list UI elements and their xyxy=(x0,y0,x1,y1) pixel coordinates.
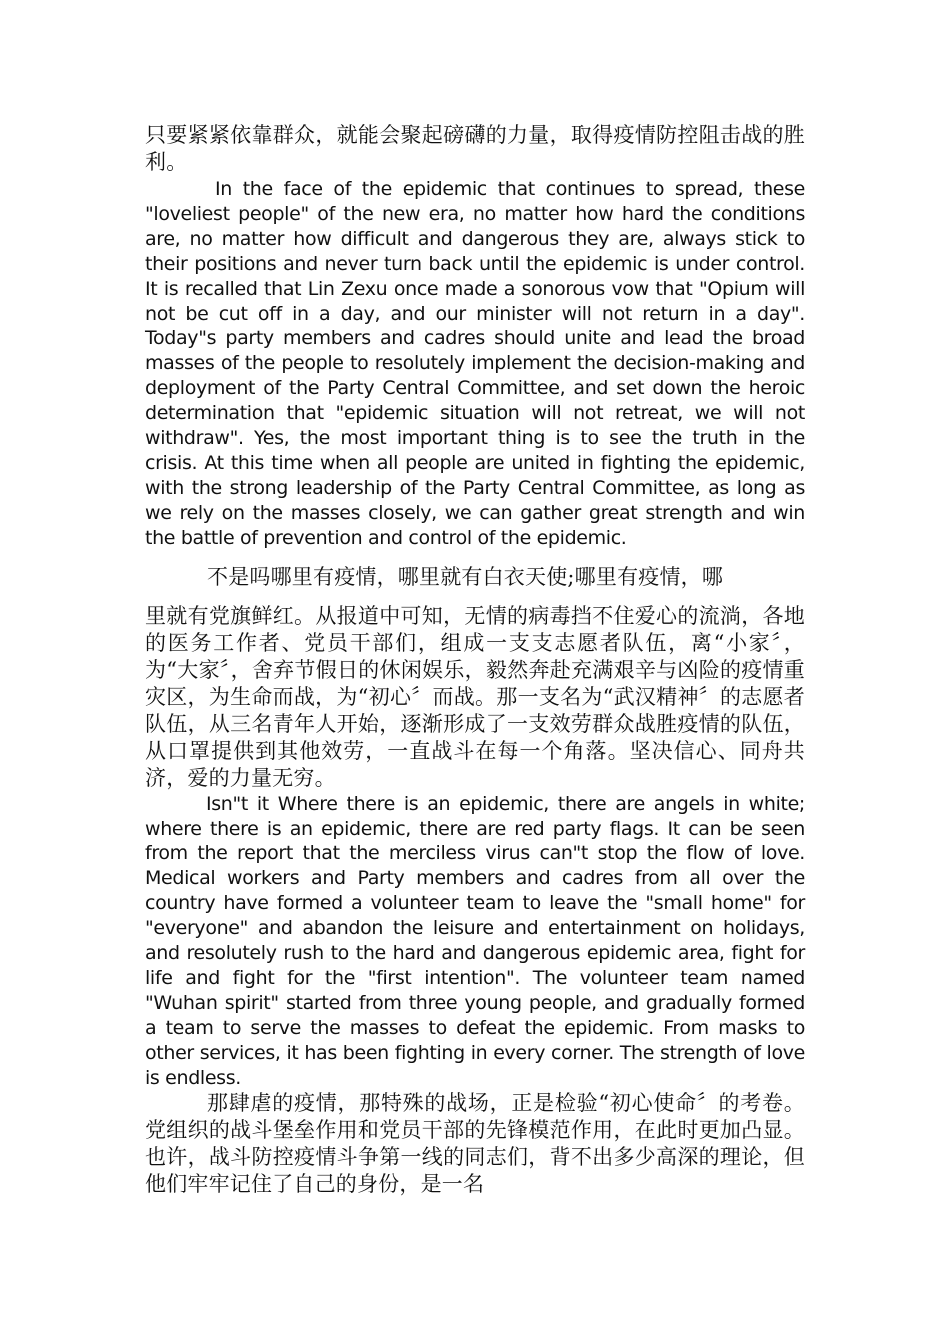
paragraph-en-1: In the face of the epidemic that continues to spread, these "loveliest people" of the new era, no matter how hard the conditions are, no matter how difficult and dangerous they are, always stick to their positions and never turn back until the epidemic is under control. It is recalled that Lin Zexu once made a sonorous vow that "Opium will not be cut off in a day, and our minister will not return in a day". Today"s party members and cadres should unite and lead the broad masses of the people to resolutely implement the decision-making and deployment of the Party Central Committee, and set down the heroic determination that "epidemic situation will not retreat, we will not withdraw". Yes, the most important thing is to see the truth in the crisis. At this time when all people are united in fighting the epidemic, with the strong leadership of the Party Central Committee, as long as we rely on the masses closely, we can gather great strength and win the battle of prevention and control of the epidemic. xyxy=(145,178,805,549)
paragraph-zh-1: 只要紧紧依靠群众，就能会聚起磅礴的力量，取得疫情防控阻击战的胜利。 xyxy=(145,123,805,174)
paragraph-zh-2b: 里就有党旗鲜红。从报道中可知，无情的病毒挡不住爱心的流淌，各地的医务工作者、党员干部们，组成一支支志愿者队伍，离“小家〞，为“大家〞，舍弃节假日的休闲娱乐，毅然奔赴充满艰辛与凶险的疫情重灾区，为生命而战，为“初心〞而战。那一支名为“武汉精神〞的志愿者队伍，从三名青年人开始，逐渐形成了一支效劳群众战胜疫情的队伍，从口罩提供到其他效劳，一直战斗在每一个角落。坚决信心、同舟共济，爱的力量无穷。 xyxy=(145,603,805,790)
paragraph-zh-2a: 不是吗哪里有疫情，哪里就有白衣天使;哪里有疫情，哪 xyxy=(207,564,724,589)
paragraph-en-2: Isn"t it Where there is an epidemic, there are angels in white; where there is an epidemic, there are red party flags. It can be seen from the report that the merciless virus can"t stop the flow of love. Medical workers and Party members and cadres from all over the country have formed a volunteer team to leave the "small home" for "everyone" and abandon the leisure and entertainment on holidays, and resolutely rush to the hard and dangerous epidemic area, fight for life and fight for the "first intention". The volunteer team named "Wuhan spirit" started from three young people, and gradually formed a team to serve the masses to defeat the epidemic. From masks to other services, it has been fighting in every corner. The strength of love is endless. xyxy=(145,792,805,1089)
paragraph-zh-3: 那肆虐的疫情，那特殊的战场，正是检验“初心使命〞的考卷。党组织的战斗堡垒作用和党员干部的先锋模范作用，在此时更加凸显。也许，战斗防控疫情斗争第一线的同志们，背不出多少高深的理论，但他们牢牢记住了自己的身份，是一名 xyxy=(145,1091,805,1197)
document-body xyxy=(145,122,805,1198)
